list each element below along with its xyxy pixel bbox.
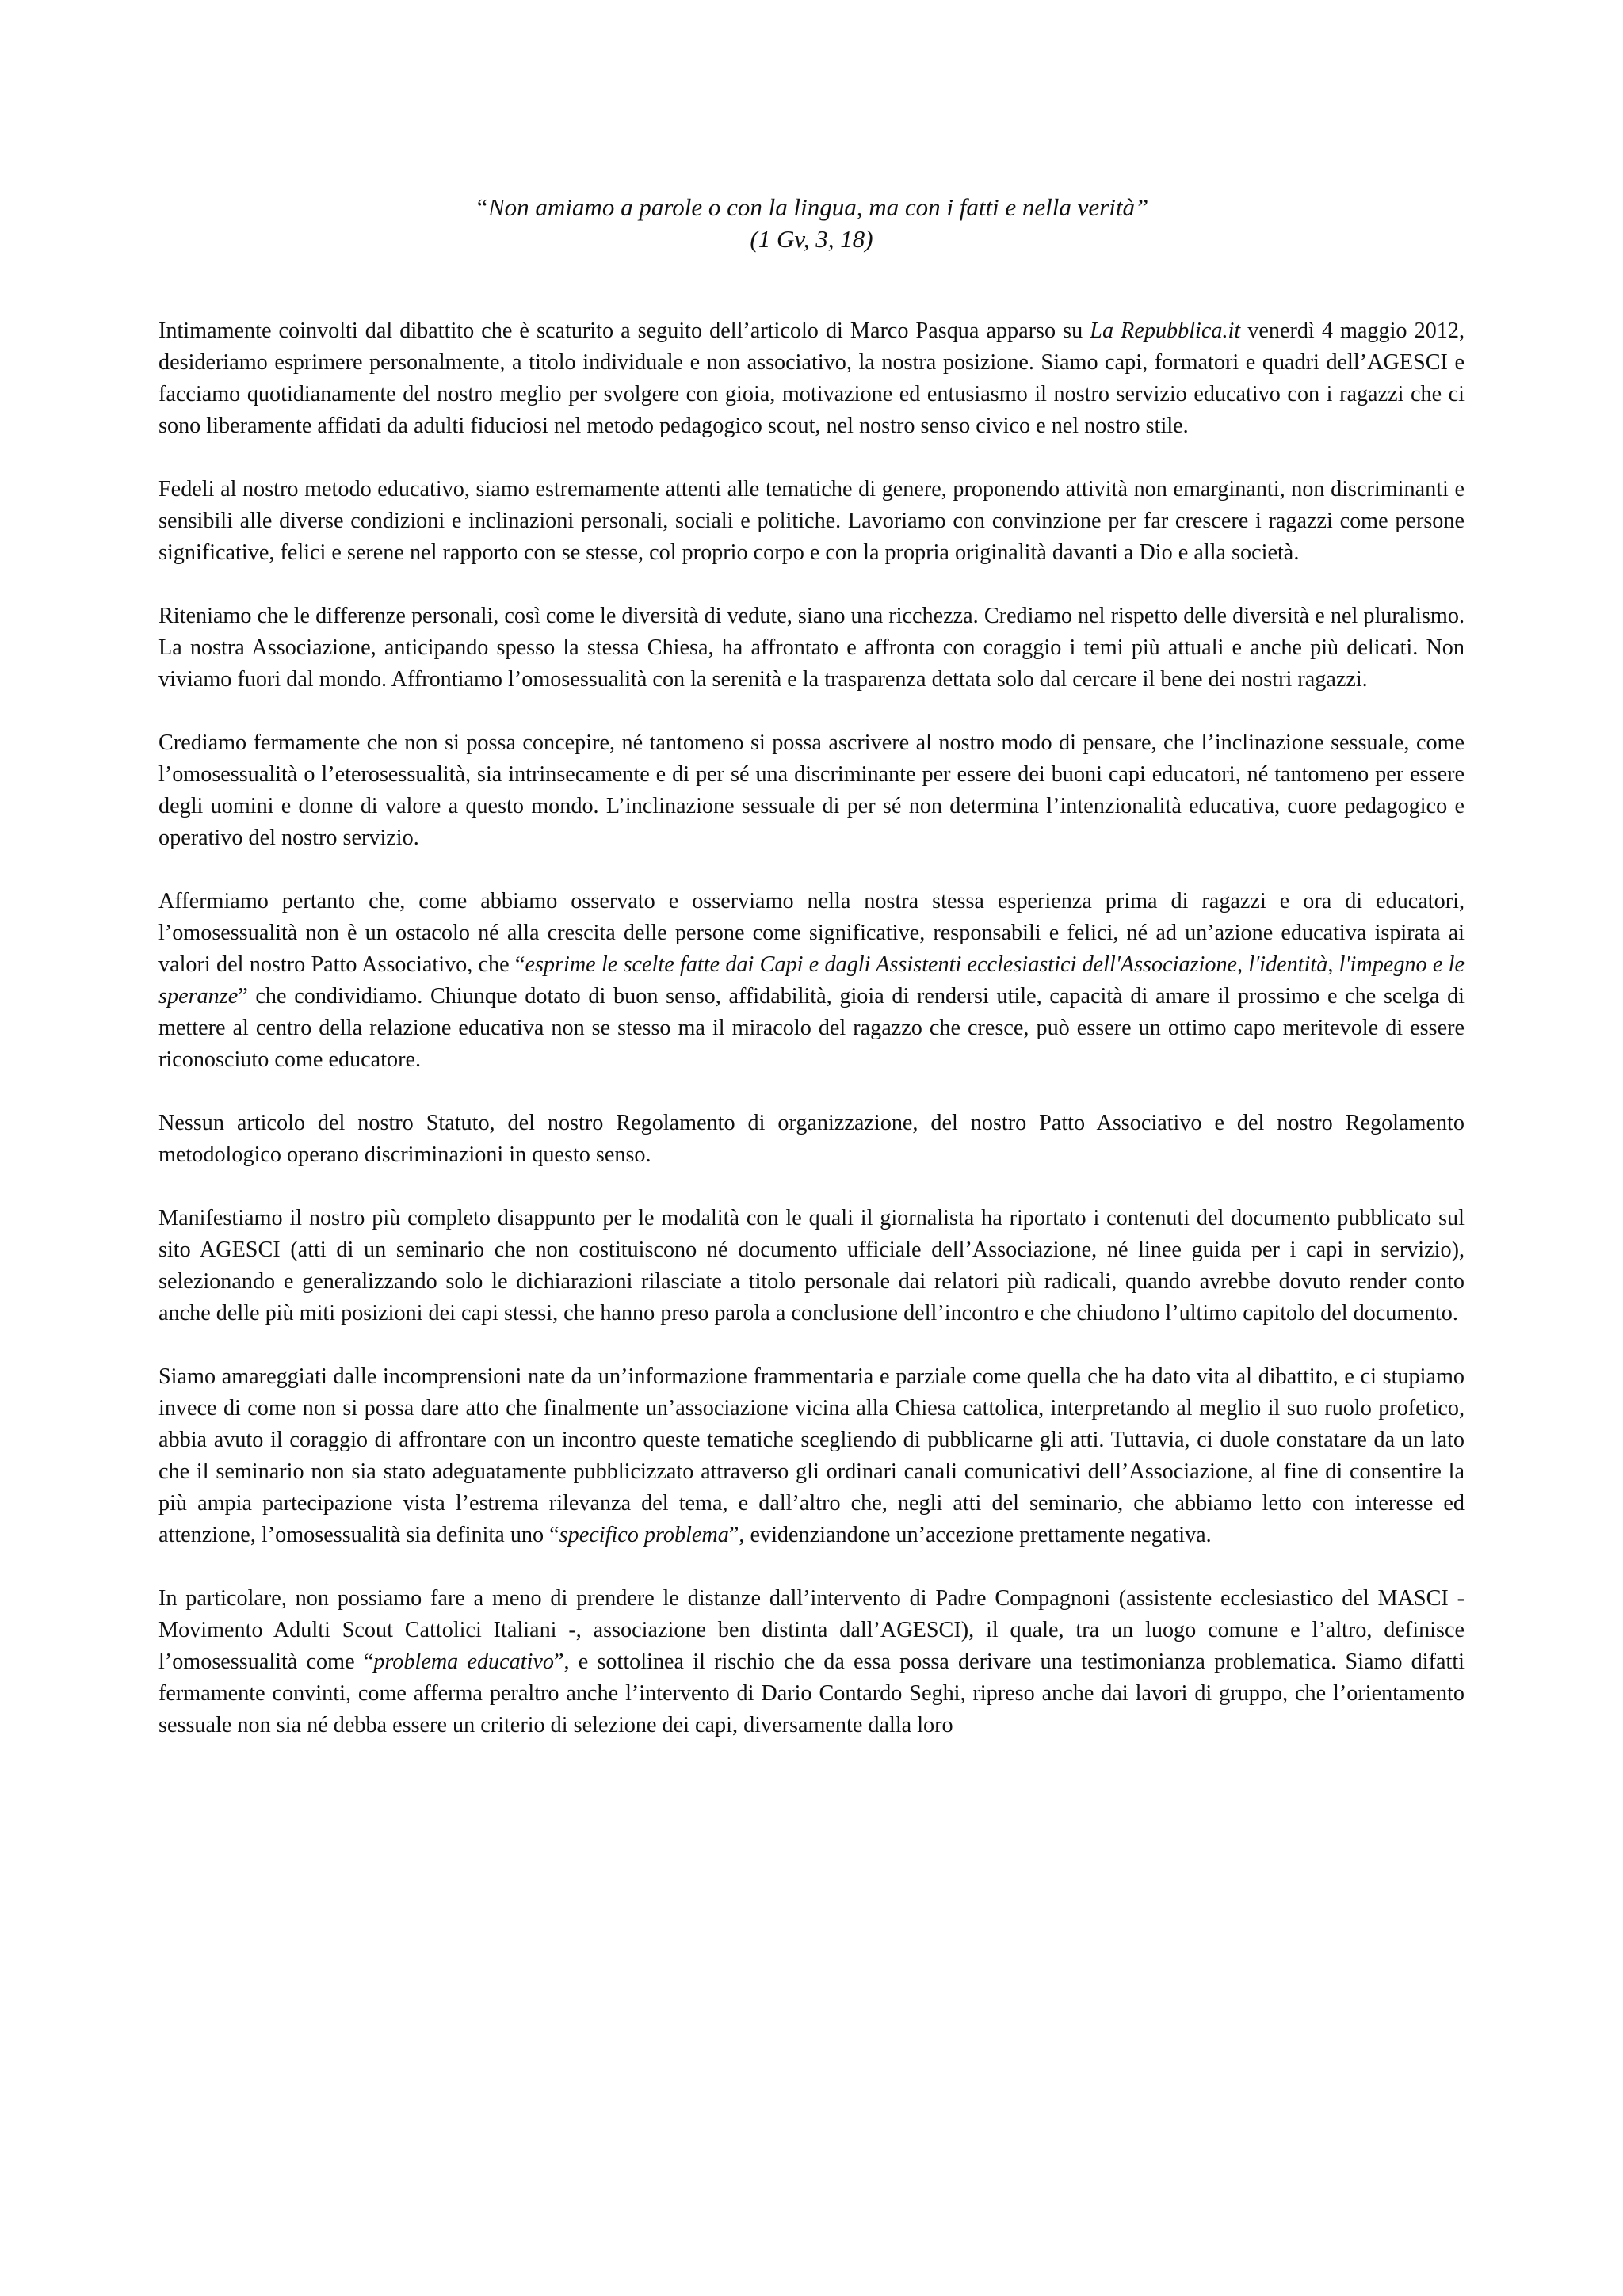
paragraph (158, 474, 1465, 569)
italic-text: esprime le scelte fatte dai Capi e dagli Assistenti ecclesiastici dell'Associazione, l'identità, l'impegno e le speranze (158, 952, 1465, 1009)
paragraph-text: Siamo amareggiati dalle incomprensioni nate da un’informazione frammentaria e parziale come quella che ha dato vita al dibattito, e ci stupiamo invece di come non si possa dare atto che finalmente un’associazione vicina alla Chiesa cattolica, interpretando al meglio il suo ruolo profetico, abbia avuto il coraggio di affrontare con un incontro queste tematiche scegliendo di pubblicarne gli atti. Tuttavia, ci duole constatare da un lato che il seminario non sia stato adeguatamente pubblicizzato attraverso gli ordinari canali comunicativi dell’Associazione, al fine di consentire la più ampia partecipazione vista l’estrema rilevanza del tema, e dall’altro che, negli atti del seminario, che abbiamo letto con interesse ed attenzione, l’omosessualità sia definita uno “ (158, 1364, 1465, 1547)
document-heading (158, 192, 1465, 255)
paragraph-text: Affermiamo pertanto che, come abbiamo osservato e osserviamo nella nostra stessa esperienza prima di ragazzi e ora di educatori, l’omosessualità non è un ostacolo né alla crescita delle persone come significative, responsabili e felici, né ad un’azione educativa ispirata ai valori del nostro Patto Associativo, che “ (158, 889, 1465, 977)
paragraph (158, 315, 1465, 442)
paragraph-text: Fedeli al nostro metodo educativo, siamo estremamente attenti alle tematiche di genere, proponendo attività non emarginanti, non discriminanti e sensibili alle diverse condizioni e inclinazioni personali, sociali e politiche. Lavoriamo con convinzione per far crescere i ragazzi come persone significative, felici e serene nel rapporto con se stesse, col proprio corpo e con la propria originalità davanti a Dio e alla società. (158, 477, 1465, 565)
italic-text: specifico problema (559, 1523, 729, 1547)
italic-text: problema educativo (373, 1650, 555, 1674)
paragraph-text: Crediamo fermamente che non si possa concepire, né tantomeno si possa ascrivere al nostro modo di pensare, che l’inclinazione sessuale, come l’omosessualità o l’eterosessualità, sia intrinsecamente e di per sé una discriminante per essere dei buoni capi educatori, né tantomeno per essere degli uomini e donne di valore a questo mondo. L’inclinazione sessuale di per sé non determina l’intenzionalità educativa, cuore pedagogico e operativo del nostro servizio. (158, 730, 1465, 850)
paragraph (158, 1108, 1465, 1171)
paragraph-text: Manifestiamo il nostro più completo disappunto per le modalità con le quali il giornalista ha riportato i contenuti del documento pubblicato sul sito AGESCI (atti di un seminario che non costituiscono né documento ufficiale dell’Associazione, né linee guida per i capi in servizio), selezionando e generalizzando solo le dichiarazioni rilasciate a titolo personale dai relatori più radicali, quando avrebbe dovuto render conto anche delle più miti posizioni dei capi stessi, che hanno preso parola a conclusione dell’incontro e che chiudono l’ultimo capitolo del documento. (158, 1206, 1465, 1325)
document-body (158, 315, 1465, 1773)
paragraph (158, 1361, 1465, 1551)
paragraph (158, 1583, 1465, 1741)
heading-quote: “Non amiamo a parole o con la lingua, ma con i fatti e nella verità” (474, 193, 1149, 221)
heading-reference: (1 Gv, 3, 18) (750, 225, 873, 253)
paragraph-text: Intimamente coinvolti dal dibattito che è scaturito a seguito dell’articolo di Marco Pasqua apparso su (158, 318, 1090, 343)
italic-text: La Repubblica.it (1090, 318, 1241, 343)
paragraph-text: ” che condividiamo. Chiunque dotato di buon senso, affidabilità, gioia di rendersi utile, capacità di amare il prossimo e che scelga di mettere al centro della relazione educativa non se stesso ma il miracolo del ragazzo che cresce, può essere un ottimo capo meritevole di essere riconosciuto come educatore. (158, 984, 1465, 1072)
paragraph-text: ”, evidenziandone un’accezione prettamente negativa. (728, 1523, 1212, 1547)
paragraph (158, 601, 1465, 696)
paragraph-text: venerdì 4 maggio 2012, desideriamo esprimere personalmente, a titolo individuale e non associativo, la nostra posizione. Siamo capi, formatori e quadri dell’AGESCI e facciamo quotidianamente del nostro meglio per svolgere con gioia, motivazione ed entusiasmo il nostro servizio educativo con i ragazzi che ci sono liberamente affidati da adulti fiduciosi nel metodo pedagogico scout, nel nostro senso civico e nel nostro stile. (158, 318, 1465, 438)
paragraph-text: ”, e sottolinea il rischio che da essa possa derivare una testimonianza problematica. Siamo difatti fermamente convinti, come afferma peraltro anche l’intervento di Dario Contardo Seghi, ripreso anche dai lavori di gruppo, che l’orientamento sessuale non sia né debba essere un criterio di selezione dei capi, diversamente dalla loro (158, 1650, 1465, 1737)
paragraph (158, 727, 1465, 854)
paragraph-text: In particolare, non possiamo fare a meno di prendere le distanze dall’intervento di Padre Compagnoni (assistente ecclesiastico del MASCI - Movimento Adulti Scout Cattolici Italiani -, associazione ben distinta dall’AGESCI), il quale, tra un luogo comune e l’altro, definisce l’omosessualità come “ (158, 1586, 1465, 1674)
paragraph-text: Riteniamo che le differenze personali, così come le diversità di vedute, siano una ricchezza. Crediamo nel rispetto delle diversità e nel pluralismo. La nostra Associazione, anticipando spesso la stessa Chiesa, ha affrontato e affronta con coraggio i temi più attuali e anche più delicati. Non viviamo fuori dal mondo. Affrontiamo l’omosessualità con la serenità e la trasparenza dettata solo dal cercare il bene dei nostri ragazzi. (158, 604, 1465, 692)
paragraph-text: Nessun articolo del nostro Statuto, del nostro Regolamento di organizzazione, del nostro Patto Associativo e del nostro Regolamento metodologico operano discriminazioni in questo senso. (158, 1111, 1465, 1167)
paragraph (158, 886, 1465, 1076)
paragraph (158, 1203, 1465, 1329)
